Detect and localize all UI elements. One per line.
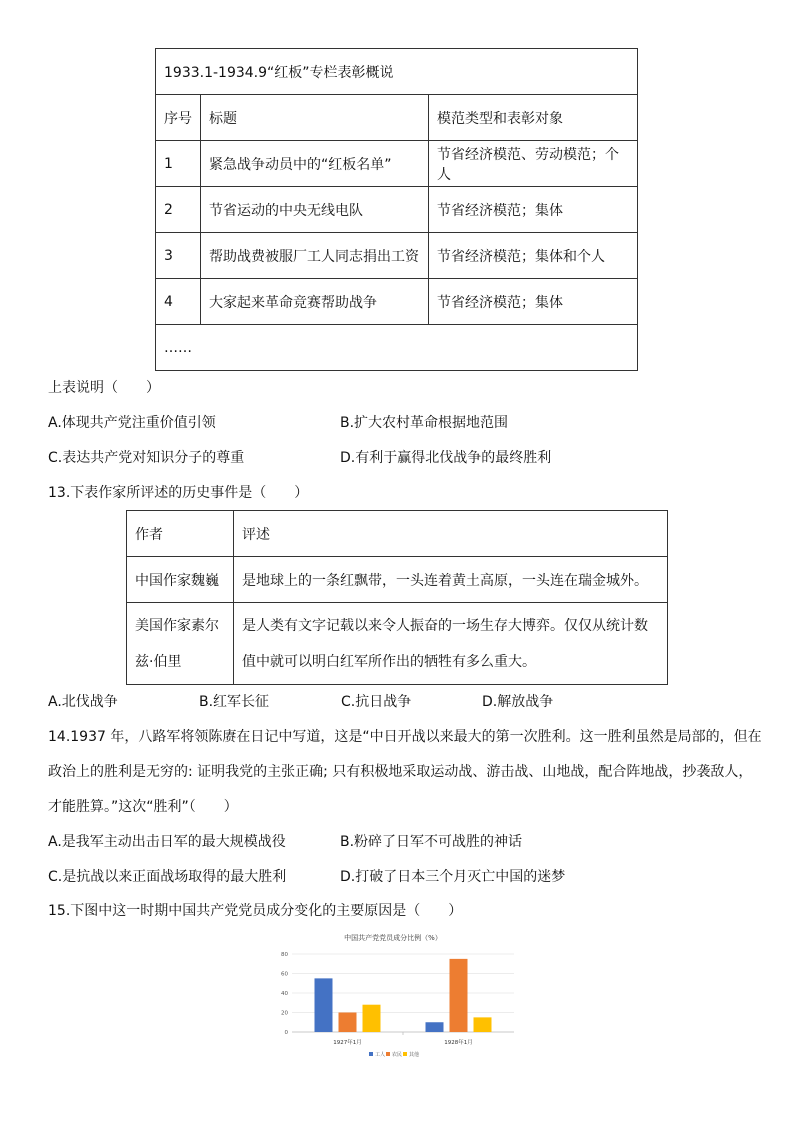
bar-其他-1927年1月 [363, 1005, 381, 1032]
q14-line-3: 才能胜算。”这次“胜利”（ ） [48, 799, 238, 815]
legend-label: 工人 [375, 1052, 386, 1058]
table-row [156, 187, 638, 233]
row-title: 帮助战费被服厂工人同志捐出工资 [201, 233, 429, 279]
row-type: 节省经济模范；集体 [429, 187, 638, 233]
row-no: 2 [156, 187, 201, 233]
q14-option-a[interactable]: A.是我军主动出击日军的最大规模战役 [48, 834, 286, 850]
row-type: 节省经济模范、劳动模范；个人 [429, 141, 638, 187]
y-tick-label: 20 [281, 1010, 288, 1017]
row-author: 中国作家魏巍 [127, 557, 234, 603]
q12-option-a[interactable]: A.体现共产党注重价值引领 [48, 415, 216, 431]
q12-option-d[interactable]: D.有利于赢得北伐战争的最终胜利 [340, 450, 552, 466]
legend-swatch [369, 1052, 373, 1056]
legend-swatch [403, 1052, 407, 1056]
q13-option-d[interactable]: D.解放战争 [482, 694, 554, 710]
row-no: 4 [156, 279, 201, 325]
legend-label: 农民 [392, 1052, 403, 1058]
y-tick-label: 80 [281, 952, 288, 958]
row-type: 节省经济模范；集体和个人 [429, 233, 638, 279]
bar-农民-1927年1月 [339, 1013, 357, 1033]
table-row [156, 279, 638, 325]
bar-工人-1927年1月 [315, 978, 333, 1032]
honor-table-header-title: 标题 [201, 95, 429, 141]
q12-stem: 上表说明（ ） [48, 380, 160, 396]
row-no: 3 [156, 233, 201, 279]
honor-table-caption: 1933.1-1934.9“红板”专栏表彰概说 [156, 49, 638, 95]
row-title: 节省运动的中央无线电队 [201, 187, 429, 233]
table-row [156, 141, 638, 187]
x-tick-label: 1928年1月 [444, 1040, 473, 1046]
q15-stem: 15.下图中这一时期中国共产党党员成分变化的主要原因是（ ） [48, 903, 463, 919]
chart-legend [369, 1051, 419, 1058]
honor-table-header-type: 模范类型和表彰对象 [429, 95, 638, 141]
author-table-header-author: 作者 [127, 511, 234, 557]
q14-line-2: 政治上的胜利是无穷的: 证明我党的主张正确; 只有积极地采取运动战、游击战、山地战，配合阵地战，抄袭敌人， [48, 764, 753, 780]
honor-table-header-no: 序号 [156, 95, 201, 141]
y-tick-label: 0 [284, 1030, 288, 1036]
q14-option-d[interactable]: D.打破了日本三个月灭亡中国的迷梦 [340, 869, 566, 885]
q13-option-b[interactable]: B.红军长征 [199, 694, 270, 710]
legend-swatch [386, 1052, 390, 1056]
row-comment: 是人类有文字记载以来令人振奋的一场生存大博弈。仅仅从统计数值中就可以明白红军所作出的牺牲有多么重大。 [234, 603, 668, 685]
row-type: 节省经济模范；集体 [429, 279, 638, 325]
row-no: 1 [156, 141, 201, 187]
author-table-header-comment: 评述 [234, 511, 668, 557]
bar-农民-1928年1月 [450, 959, 468, 1032]
legend-label: 其他 [409, 1052, 420, 1058]
bar-工人-1928年1月 [426, 1022, 444, 1032]
honor-table-ellipsis: …… [156, 325, 638, 371]
q13-option-a[interactable]: A.北伐战争 [48, 694, 118, 710]
row-author: 美国作家素尔兹·伯里 [127, 603, 234, 685]
q13-option-c[interactable]: C.抗日战争 [341, 694, 412, 710]
x-tick-label: 1927年1月 [333, 1040, 362, 1046]
y-tick-label: 40 [281, 991, 288, 997]
q13-stem: 13.下表作家所评述的历史事件是（ ） [48, 485, 309, 501]
q12-option-c[interactable]: C.表达共产党对知识分子的尊重 [48, 450, 245, 466]
table-row [156, 233, 638, 279]
author-table [126, 510, 668, 685]
honor-table [155, 48, 638, 371]
table-row [127, 603, 668, 685]
table-row [127, 557, 668, 603]
q14-line-1: 14.1937 年，八路军将领陈赓在日记中写道，这是“中日开战以来最大的第一次胜利。这一胜利虽然是局部的，但在 [48, 729, 762, 745]
q14-option-b[interactable]: B.粉碎了日军不可战胜的神话 [340, 834, 523, 850]
y-tick-label: 60 [281, 971, 288, 978]
chart-bars [315, 959, 492, 1032]
chart-title: 中国共产党党员成分比例（%） [344, 934, 442, 942]
q12-option-b[interactable]: B.扩大农村革命根据地范围 [340, 415, 509, 431]
q14-option-c[interactable]: C.是抗战以来正面战场取得的最大胜利 [48, 869, 287, 885]
row-title: 大家起来革命竞赛帮助战争 [201, 279, 429, 325]
row-comment: 是地球上的一条红飘带，一头连着黄土高原，一头连在瑞金城外。 [234, 557, 668, 603]
bar-其他-1928年1月 [474, 1017, 492, 1032]
party-composition-chart [262, 928, 524, 1064]
row-title: 紧急战争动员中的“红板名单” [201, 141, 429, 187]
